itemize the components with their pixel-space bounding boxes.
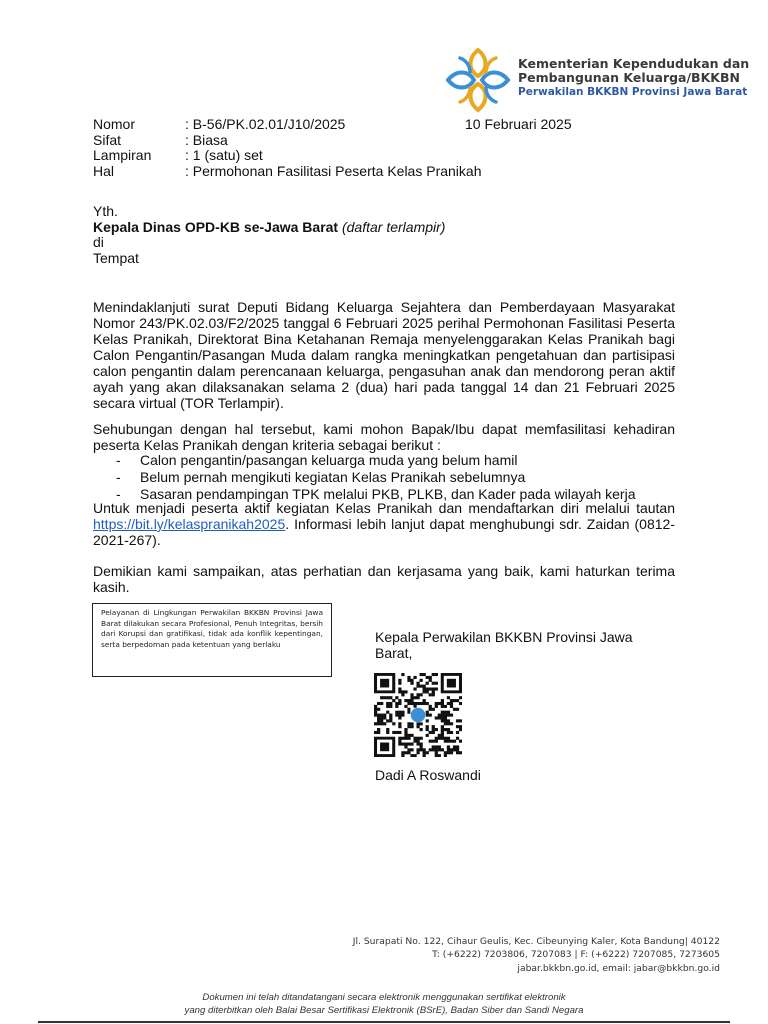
criteria-list (116, 452, 675, 503)
meta-row-hal (93, 164, 481, 180)
meta-row-sifat (93, 133, 481, 149)
body-paragraph-4: Demikian kami sampaikan, atas perhatian dan kerjasama yang baik, kami haturkan terima kasih. (93, 563, 675, 595)
criteria-text: Belum pernah mengikuti kegiatan Kelas Pranikah sebelumnya (140, 469, 526, 485)
bkkbn-logo-icon (442, 44, 514, 116)
addressee-note: (daftar terlampir) (341, 218, 446, 235)
e-signature-note (0, 991, 768, 1017)
footer-phone-line: T: (+6222) 7203806, 7207083 | F: (+6222) 7207085, 7273605 (432, 949, 720, 961)
list-item (116, 452, 675, 469)
e-signature-note-line-2: yang diterbitkan oleh Balai Besar Sertifikasi Elektronik (BSrE), Badan Siber dan Sandi Negara (184, 1005, 584, 1016)
meta-row-nomor (93, 117, 481, 133)
addressee-di: di (93, 234, 104, 250)
org-name (518, 57, 749, 100)
integrity-statement-box: Pelayanan di Lingkungan Perwakilan BKKBN Provinsi Jawa Barat dilakukan secara Profesional, Penuh Integritas, bersih dari Korupsi dan gratifikasi, tidak ada konflik kepentingan, serta berpedoman pada ketentuan yang berlaku (92, 603, 332, 677)
greeting: Yth. (93, 203, 118, 219)
addressee-name: Kepala Dinas OPD-KB se-Jawa Barat (93, 218, 339, 235)
hal-label: Hal (93, 162, 115, 179)
signer-name: Dadi A Roswandi (375, 767, 481, 783)
org-line-1: Kementerian Kependudukan dan (518, 56, 750, 71)
addressee (93, 204, 445, 266)
nomor-label: Nomor (93, 116, 136, 132)
list-item (116, 469, 675, 486)
sifat-label: Sifat (93, 131, 122, 148)
list-bullet: - (116, 452, 121, 468)
lampiran-label: Lampiran (93, 147, 152, 163)
org-line-2: Pembangunan Keluarga/BKKBN (518, 70, 740, 85)
footer-address-line: Jl. Surapati No. 122, Cihaur Geulis, Kec. Cibeunying Kaler, Kota Bandung| 40122 (352, 936, 720, 947)
qr-code-icon (374, 673, 462, 757)
meta-row-lampiran (93, 148, 481, 164)
bottom-divider (38, 1021, 730, 1023)
list-bullet: - (116, 486, 121, 502)
addressee-place: Tempat (93, 249, 139, 266)
sifat-value: : Biasa (185, 131, 228, 148)
body-paragraph-1: Menindaklanjuti surat Deputi Bidang Keluarga Sejahtera dan Pemberdayaan Masyarakat Nomor 243/PK.02.03/F2/2025 tanggal 6 Februari 2025 perihal Permohonan Fasilitasi Peserta Kelas Pranikah, Direktorat Bina Ketahanan Remaja menyelenggarakan Kelas Pranikah bagi Calon Pengantin/Pasangan Muda dalam rangka meningkatkan pengetahuan dan partisipasi calon pengantin dalam perencanaan keluarga, pengasuhan anak dan mendorong peran aktif ayah yang akan dilaksanakan selama 2 (dua) hari pada tanggal 14 dan 21 Februari 2025 secara virtual (TOR Terlampir). (93, 299, 675, 411)
body-paragraph-2: Sehubungan dengan hal tersebut, kami mohon Bapak/Ibu dapat memfasilitasi kehadiran peserta Kelas Pranikah dengan kriteria sebagai berikut : (93, 421, 675, 453)
registration-link[interactable]: https://bit.ly/kelaspranikah2025 (93, 516, 286, 532)
letter-date: 10 Februari 2025 (465, 116, 572, 132)
paragraph3-after: . Informasi lebih lanjut dapat menghubungi sdr. Zaidan (0812- 2021-267). (93, 516, 675, 548)
e-signature-note-line-1: Dokumen ini telah ditandatangani secara elektronik menggunakan sertifikat elektronik (202, 992, 566, 1003)
list-bullet: - (116, 469, 121, 485)
addressee-line (93, 220, 445, 236)
letter-meta (93, 117, 481, 179)
nomor-value: : B-56/PK.02.01/J10/2025 (185, 116, 346, 132)
criteria-text: Calon pengantin/pasangan keluarga muda yang belum hamil (140, 452, 518, 468)
lampiran-value: : 1 (satu) set (185, 147, 263, 163)
body-paragraph-3 (93, 500, 675, 548)
footer-address (353, 935, 720, 975)
paragraph3-before: Untuk menjadi peserta aktif kegiatan Kelas Pranikah dan mendaftarkan diri melalui tautan (93, 500, 675, 516)
hal-value: : Permohonan Fasilitasi Peserta Kelas Pranikah (185, 162, 482, 179)
footer-web-line: jabar.bkkbn.go.id, email: jabar@bkkbn.go.id (517, 962, 720, 974)
org-line-3: Perwakilan BKKBN Provinsi Jawa Barat (518, 86, 748, 98)
signer-title: Kepala Perwakilan BKKBN Provinsi Jawa Barat, (375, 629, 633, 661)
criteria-text: Sasaran pendampingan TPK melalui PKB, PLKB, dan Kader pada wilayah kerja (140, 486, 636, 502)
